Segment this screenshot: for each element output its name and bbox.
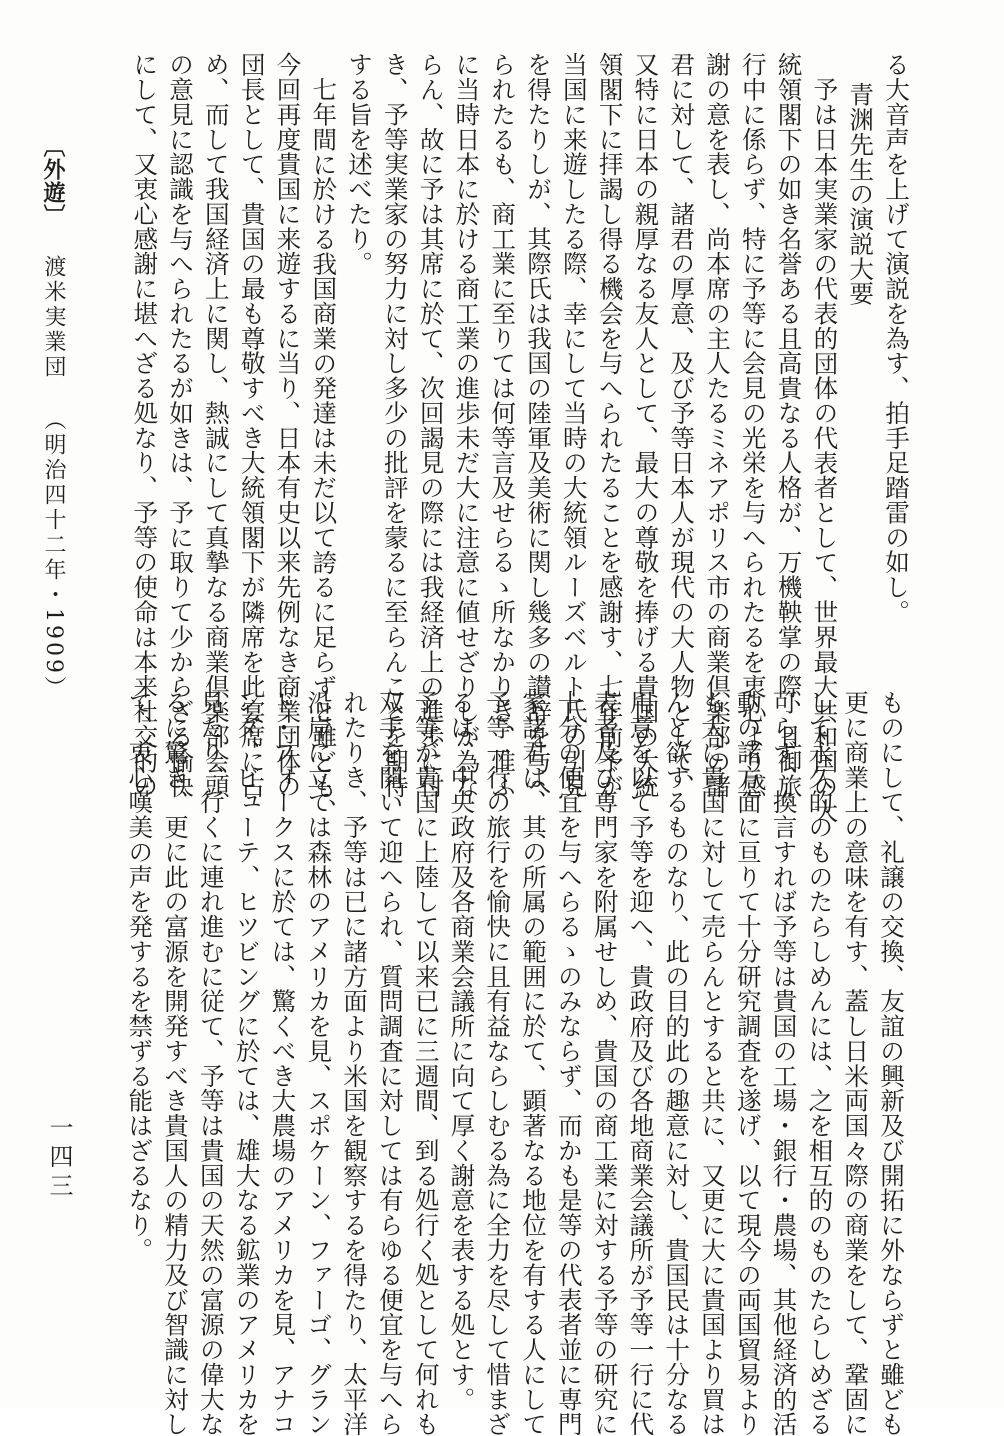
text-line: にして、又衷心感謝に堪へざる処なり、予等の使命は本来社交的の (130, 52, 160, 799)
chapter-period: （明治四十二年・1909） (41, 408, 66, 701)
text-line: に当時日本に於ける商工業の進歩未だ大に注意に値せざりしが為な (452, 52, 482, 799)
text-line: 沿岸に立ては森林のアメリカを見、スポケーン、ファーゴ、グラン (304, 690, 334, 1436)
text-line: 更に商業上の意味を有す、蓋し日米両国々際の商業をして、鞏固に (841, 690, 871, 1436)
text-line: 行中に係らず、特に予等に会見の光栄を与へられたるを衷心より感 (738, 52, 768, 799)
text-line: ンダ、ビューテ、ヒツビングに於ては、雄大なる鉱業のアメリカを (232, 690, 262, 1436)
text-line: の意見に認識を与へられたるが如きは、予に取りて少からざる愉快 (166, 52, 196, 799)
text-line: 団長として、貴国の最も尊敬すべき大統領閣下が隣席を此宴席に占 (237, 52, 267, 799)
text-line: 又特に日本の親厚なる友人として、最大の尊敬を捧げる貴国の大統 (631, 52, 661, 799)
text-line: を得たりしが、其際氏は我国の陸軍及美術に関し幾多の讃辞を与へ (524, 52, 554, 799)
lower-text-block (121, 690, 909, 1436)
text-line: んと欲するものなり、此の目的此の趣意に対し、貴国民は十分なる (662, 690, 692, 1436)
text-line: 動の諸方面に亘りて十分研究調査を遂げ、以て現今の両国貿易より (733, 690, 763, 1436)
text-line: 用意を以て予等を迎へ、貴政府及び各地商業会議所が予等一行に代 (626, 690, 656, 1436)
text-line: 予等一行の旅行を愉快に且有益ならしむる為に全力を尽して惜まざ (483, 690, 513, 1436)
text-line: 十分の便宜を与へらるゝのみならず、而かも是等の代表者並に専門 (554, 690, 584, 1436)
text-line: 君に対して、諸君の厚意、及び予等日本人が現代の大人物として、 (667, 52, 697, 799)
text-line: 可らず、換言すれば予等は貴国の工場・銀行・農場、其他経済的活 (769, 690, 799, 1436)
text-line: 予等が貴国に上陸して以来已に三週間、到る処行く処として何れも (411, 690, 441, 1436)
text-line: らん、故に予は其席に於て、次回謁見の際には我経済上の進歩に付 (416, 52, 446, 799)
text-line: るに驚き、更に此の富源を開発すべき貴国人の精力及び智識に対し (161, 690, 191, 1436)
text-line: 領閣下に拝謁し得る機会を与へられたることを感謝す、七年前予が (595, 52, 625, 799)
text-line: 予は日本実業家の代表的団体の代表者として、世界最大共和国の大 (810, 77, 840, 824)
text-line: 謝の意を表し、尚本席の主人たるミネアポリス市の商業倶楽部の諸 (703, 52, 733, 799)
text-line: する旨を述べたり。 (345, 52, 375, 276)
text-line: 今回再度貴国に来遊するに当り、日本有史以来先例なき商業団体の (273, 52, 303, 799)
text-line: 双手を開いて迎へられ、質問調査に対しては有らゆる便宜を与へら (375, 690, 405, 1436)
upper-text-block (126, 52, 914, 824)
text-line: る大音声を上げて演説を為す、拍手足踏雷の如し。 (882, 52, 911, 625)
text-line: 家諸君は、其の所属の範囲に於て、顕著なる地位を有する人にして (519, 690, 549, 1436)
text-line: れたりき、予等は已に諸方面より米国を観察するを得たり、太平洋 (340, 690, 370, 1436)
text-line: 表者及び専門家を附属せしめ、貴国の商工業に対する予等の研究に (590, 690, 620, 1436)
text-line: られたるも、商工業に至りては何等言及せらるゝ所なかりき、惟ふ (488, 52, 518, 799)
text-line: 統領閣下の如き名誉ある且高貴なる人格が、万機鞅掌の際、且御旅 (774, 52, 804, 799)
section-heading: 青渊先生の演説大要 (846, 82, 876, 306)
page-number: 一四三 (45, 1115, 73, 1202)
text-line: 当国に来遊したる際、幸にして当時の大統領ルーズベルト氏の引見 (559, 52, 589, 799)
text-line: ド・フォークスに於ては、驚くべき大農場のアメリカを見、アナコ (268, 690, 298, 1436)
section-tag: 〔外遊〕 (40, 135, 66, 227)
text-line: め、而して我国経済上に関し、熱誠にして真摯なる商業倶楽部会頭 (201, 52, 231, 799)
text-line: るは、中央政府及各商業会議所に向て厚く謝意を表する処とす。 (447, 690, 477, 1412)
chapter-title: 渡米実業団 (41, 255, 66, 380)
text-line: き、予等実業家の努力に対し多少の批評を蒙るに至らんことを期待 (380, 52, 410, 799)
text-line: 七年間に於ける我国商業の発達は未だ以て誇るに足らずと雖ども、 (309, 77, 339, 824)
text-line: して永久的のものたらしめんには、之を相互的のものたらしめざる (805, 690, 835, 1436)
text-line: 見たり、行くに連れ進むに従て、予等は貴国の天然の富源の偉大な (196, 690, 226, 1436)
text-line: も大に貴国に対して売らんとすると共に、又更に大に貴国より買は (698, 690, 728, 1436)
running-header (38, 135, 69, 701)
text-line: て、衷心嘆美の声を発するを禁ずる能はざるなり。 (125, 690, 155, 1263)
text-line: ものにして、礼譲の交換、友誼の興新及び開拓に外ならずと雖ども (877, 690, 906, 1436)
